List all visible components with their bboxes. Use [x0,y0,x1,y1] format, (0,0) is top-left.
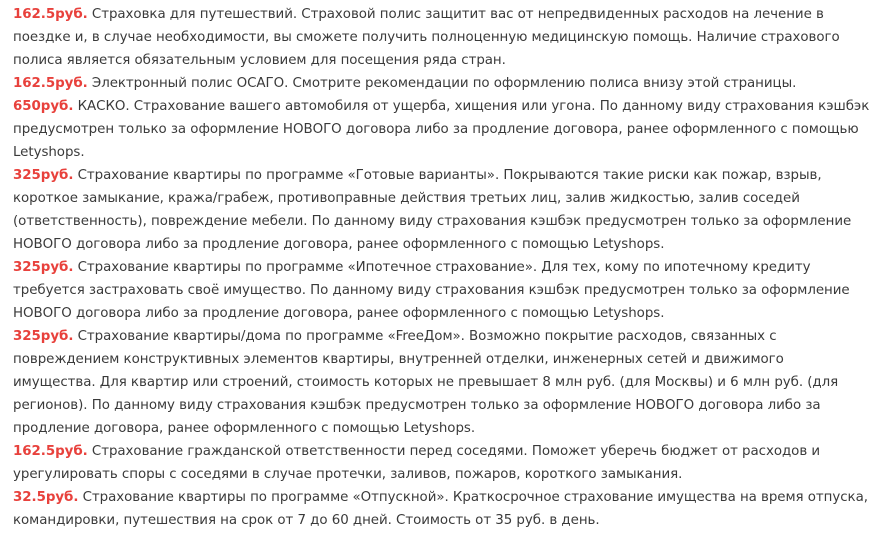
cashback-amount: 32.5руб. [13,490,79,505]
item-description: Страхование гражданской ответственности перед соседями. Поможет уберечь бюджет от расходов и урегулировать споры с соседями в случае протечки, заливов, пожаров, короткого замыкания. [13,444,821,482]
item-description: Электронный полис ОСАГО. Смотрите рекомендации по оформлению полиса внизу этой страницы. [91,76,797,91]
cashback-item-vacation [13,486,870,532]
item-description: Страхование квартиры по программе «Ипотечное страхование». Для тех, кому по ипотечному кредиту требуется застраховать своё имущество. По данному виду страхования кэшбэк предусмотрен только за оформление НОВОГО договора либо за продление договора, ранее оформленного с помощью Letyshops. [13,260,850,321]
cashback-amount: 162.5руб. [13,444,88,459]
item-description: Страхование квартиры по программе «Готовые варианты». Покрываются такие риски как пожар, взрыв, короткое замыкание, кража/грабеж, противоправные действия третьих лиц, залив жидкостью, залив соседей (ответственность), повреждение мебели. По данному виду страхования кэшбэк предусмотрен только за оформление НОВОГО договора либо за продление договора, ранее оформленного с помощью Letyshops. [13,168,852,252]
cashback-amount: 650руб. [13,99,74,114]
cashback-item-osago [13,72,870,95]
item-description: Страхование квартиры по программе «Отпускной». Краткосрочное страхование имущества на время отпуска, командировки, путешествия на срок от 7 до 60 дней. Стоимость от 35 руб. в день. [13,490,868,528]
item-description: Страховка для путешествий. Страховой полис защитит вас от непредвиденных расходов на лечение в поездке и, в случае необходимости, вы сможете получить полноценную медицинскую помощь. Наличие страхового полиса является обязательным условием для посещения ряда стран. [13,7,840,68]
cashback-amount: 325руб. [13,260,74,275]
cashback-item-apartment-mortgage [13,256,870,325]
cashback-item-travel-insurance [13,3,870,72]
cashback-item-kasko [13,95,870,164]
cashback-amount: 325руб. [13,329,74,344]
cashback-amount: 325руб. [13,168,74,183]
cashback-item-apartment-ready [13,164,870,256]
item-description: Страхование квартиры/дома по программе «FreeДом». Возможно покрытие расходов, связанных с повреждением конструктивных элементов квартиры, внутренней отделки, инженерных сетей и движимого имущества. Для квартир или строений, стоимость которых не превышает 8 млн руб. (для Москвы) и 6 млн руб. (для регионов). По данному виду страхования кэшбэк предусмотрен только за оформление НОВОГО договора либо за продление договора, ранее оформленного с помощью Letyshops. [13,329,839,436]
cashback-amount: 162.5руб. [13,7,88,22]
item-description: КАСКО. Страхование вашего автомобиля от ущерба, хищения или угона. По данному виду страхования кэшбэк предусмотрен только за оформление НОВОГО договора либо за продление договора, ранее оформленного с помощью Letyshops. [13,99,870,160]
cashback-item-neighbors-liability [13,440,870,486]
cashback-item-freedom [13,325,870,440]
cashback-amount: 162.5руб. [13,76,88,91]
